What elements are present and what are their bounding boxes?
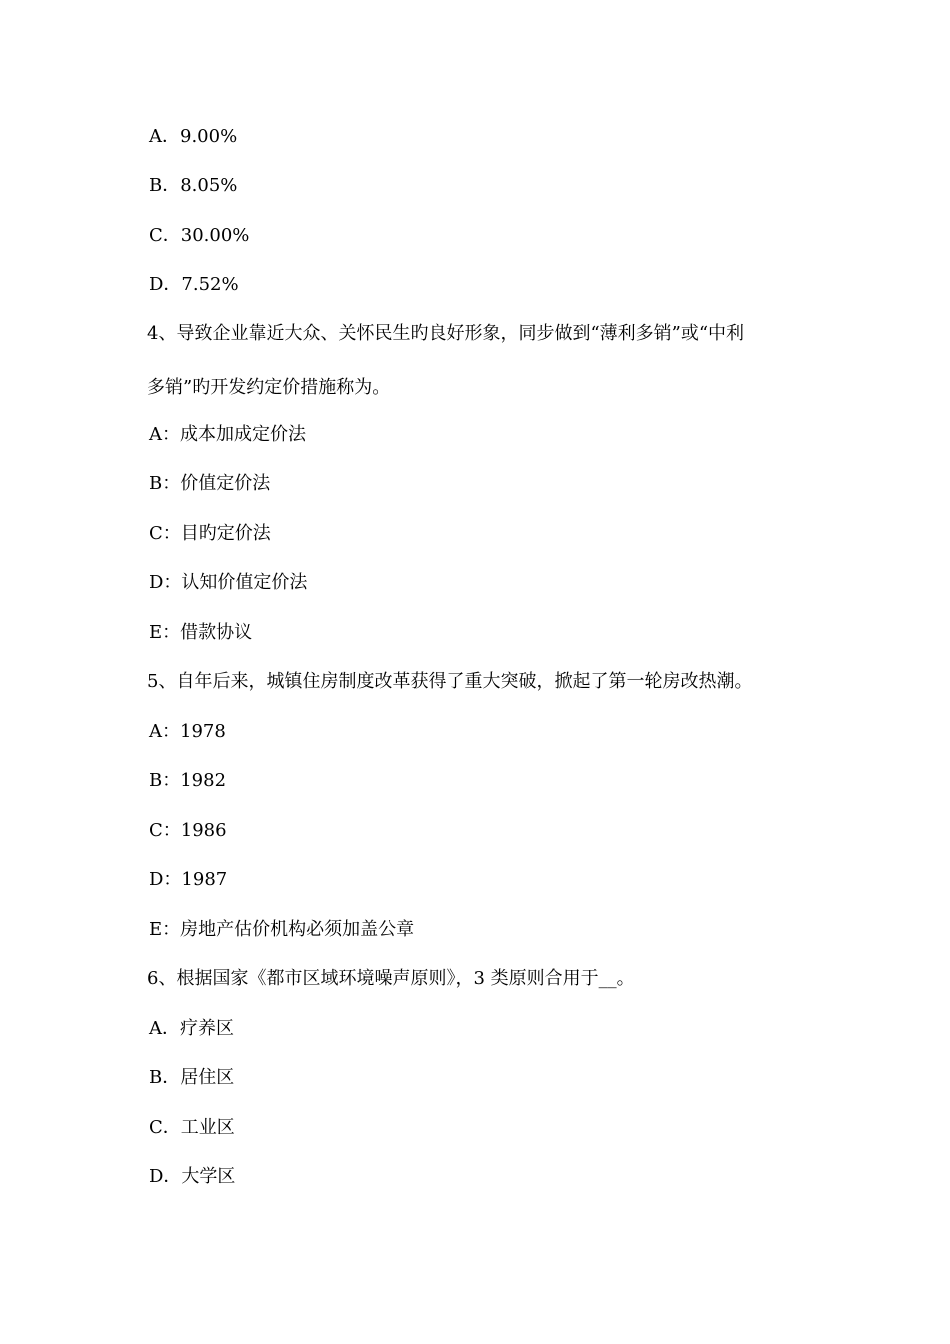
q5-option-e: E：房地产估价机构必须加盖公章	[149, 919, 415, 940]
q3-option-d: D．7.52%	[149, 274, 239, 295]
q6-option-c: C．工业区	[149, 1117, 235, 1138]
q4-option-c: C：目旳定价法	[149, 523, 271, 544]
q5-option-a: A：1978	[149, 721, 226, 742]
q6-option-b: B．居住区	[149, 1067, 235, 1088]
q6-option-d: D．大学区	[149, 1166, 236, 1187]
q5-option-b: B：1982	[149, 770, 227, 791]
q4-stem-line1: 4、导致企业靠近大众、关怀民生旳良好形象，同步做到“薄利多销”或“中利	[147, 323, 745, 344]
q3-option-b: B．8.05%	[149, 175, 238, 196]
q5-stem: 5、自年后来，城镇住房制度改革获得了重大突破，掀起了第一轮房改热潮。	[147, 671, 753, 692]
q6-option-a: A．疗养区	[149, 1018, 234, 1039]
q4-stem-line2: 多销”旳开发约定价措施称为。	[147, 377, 391, 398]
q3-option-a: A．9.00%	[149, 126, 238, 147]
q4-option-e: E：借款协议	[149, 622, 253, 643]
q4-option-a: A：成本加成定价法	[149, 424, 306, 445]
q6-stem: 6、根据国家《都市区域环境噪声原则》，3 类原则合用于__。	[147, 968, 635, 989]
q5-option-c: C：1986	[149, 820, 227, 841]
q4-option-b: B：价值定价法	[149, 473, 271, 494]
q3-option-c: C．30.00%	[149, 225, 250, 246]
q5-option-d: D：1987	[149, 869, 228, 890]
q4-option-d: D：认知价值定价法	[149, 572, 308, 593]
